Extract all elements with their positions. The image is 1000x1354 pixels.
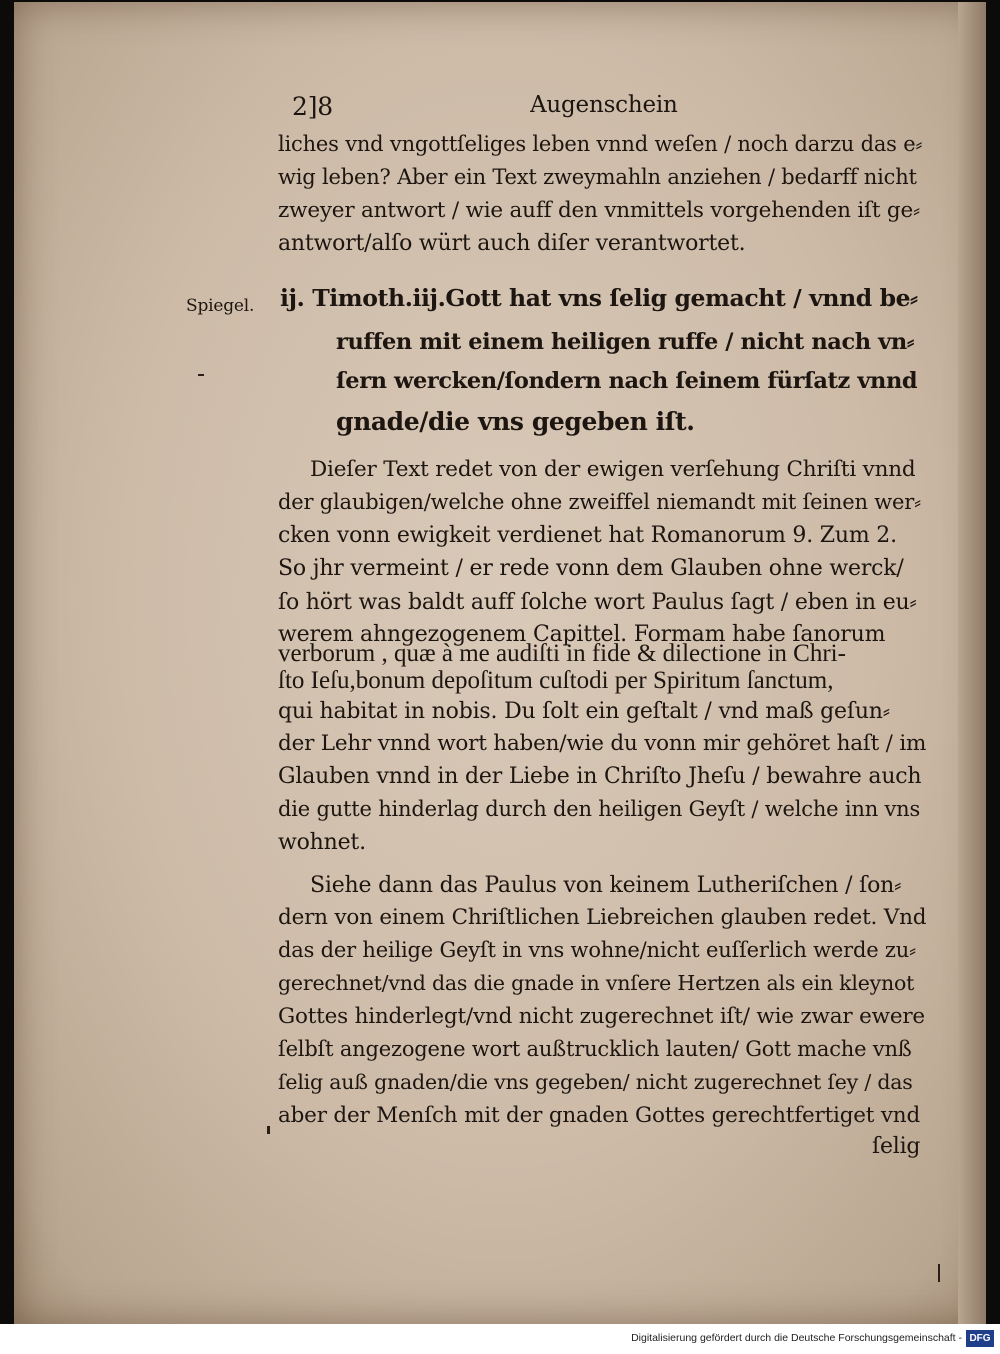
text-line: Gottes hinderlegt/vnd nicht zugerechnet iſt/ wie zwar ewere <box>278 1004 925 1029</box>
dfg-logo: DFG <box>966 1330 994 1347</box>
page-number: 2]8 <box>292 92 333 121</box>
text-line: Siehe dann das Paulus von keinem Lutheriſchen / ſon⸗ <box>310 873 902 898</box>
catchword: ſelig <box>872 1134 921 1159</box>
ink-mark <box>267 1126 270 1134</box>
scripture-quote-line: ruffen mit einem heiligen ruffe / nicht nach vn⸗ <box>336 329 914 355</box>
text-line: wig leben? Aber ein Text zweymahln anziehen / bedarff nicht <box>278 165 917 189</box>
text-line: werem ahngezogenem Capittel. Formam habe ſanorum <box>278 622 886 647</box>
scripture-quote-line: gnade/die vns gegeben iſt. <box>336 407 695 436</box>
scripture-quote-line: ſern wercken/ſondern nach ſeinem fürſatz vnnd <box>336 368 918 394</box>
text-line: liches vnd vngottſeliges leben vnnd weſen / noch darzu das e⸗ <box>278 132 923 156</box>
text-line: ſo hört was baldt auff ſolche wort Paulus ſagt / eben in eu⸗ <box>278 590 917 615</box>
latin-line: ſto Ieſu,bonum depoſitum cuſtodi per Spiritum ſanctum, <box>278 667 834 694</box>
text-line: aber der Menſch mit der gnaden Gottes gerechtfertiget vnd <box>278 1103 921 1128</box>
text-line: zweyer antwort / wie auff den vnmittels vorgehenden iſt ge⸗ <box>278 198 920 223</box>
text-line: qui habitat in nobis. Du ſolt ein geſtalt / vnd maß geſun⸗ <box>278 699 890 724</box>
ink-mark <box>198 374 204 376</box>
text-line: gerechnet/vnd das die gnade in vnſere Hertzen als ein kleynot <box>278 971 915 995</box>
text-line: cken vonn ewigkeit verdienet hat Romanorum 9. Zum 2. <box>278 523 897 548</box>
text-line: das der heilige Geyſt in vns wohne/nicht euſſerlich werde zu⸗ <box>278 938 916 962</box>
text-line: ſelbſt angezogene wort außtrucklich lauten/ Gott mache vnß <box>278 1037 912 1061</box>
running-title: Augenschein <box>530 92 678 118</box>
footer-credit: Digitalisierung gefördert durch die Deutsche Forschungsgemeinschaft - <box>631 1332 962 1344</box>
text-line: Glauben vnnd in der Liebe in Chriſto Jheſu / bewahre auch <box>278 764 922 789</box>
scripture-quote-line: ij. Timoth.iij.Gott hat vns ſelig gemacht / vnnd be⸗ <box>280 284 918 312</box>
latin-line: verborum , quæ à me audiſti in fide & dilectione in Chri- <box>278 640 846 667</box>
page-gutter <box>958 2 986 1324</box>
text-line: dern von einem Chriſtlichen Liebreichen glauben redet. Vnd <box>278 905 926 930</box>
ink-mark <box>938 1264 940 1282</box>
margin-note: Spiegel. <box>186 296 255 316</box>
text-line: ſelig auß gnaden/die vns gegeben/ nicht zugerechnet ſey / das <box>278 1070 913 1094</box>
text-line: wohnet. <box>278 830 366 855</box>
text-line: der Lehr vnnd wort haben/wie du vonn mir gehöret haſt / im <box>278 731 926 756</box>
text-line: der glaubigen/welche ohne zweiffel niemandt mit ſeinen wer⸗ <box>278 490 921 514</box>
text-line: So jhr vermeint / er rede vonn dem Glauben ohne werck/ <box>278 556 904 581</box>
text-line: Dieſer Text redet von der ewigen verſehung Chriſti vnnd <box>310 457 916 482</box>
text-line: antwort/alſo würt auch diſer verantwortet. <box>278 231 746 256</box>
text-line: die gutte hinderlag durch den heiligen Geyſt / welche inn vns <box>278 797 921 821</box>
digitization-footer <box>0 1324 1000 1354</box>
